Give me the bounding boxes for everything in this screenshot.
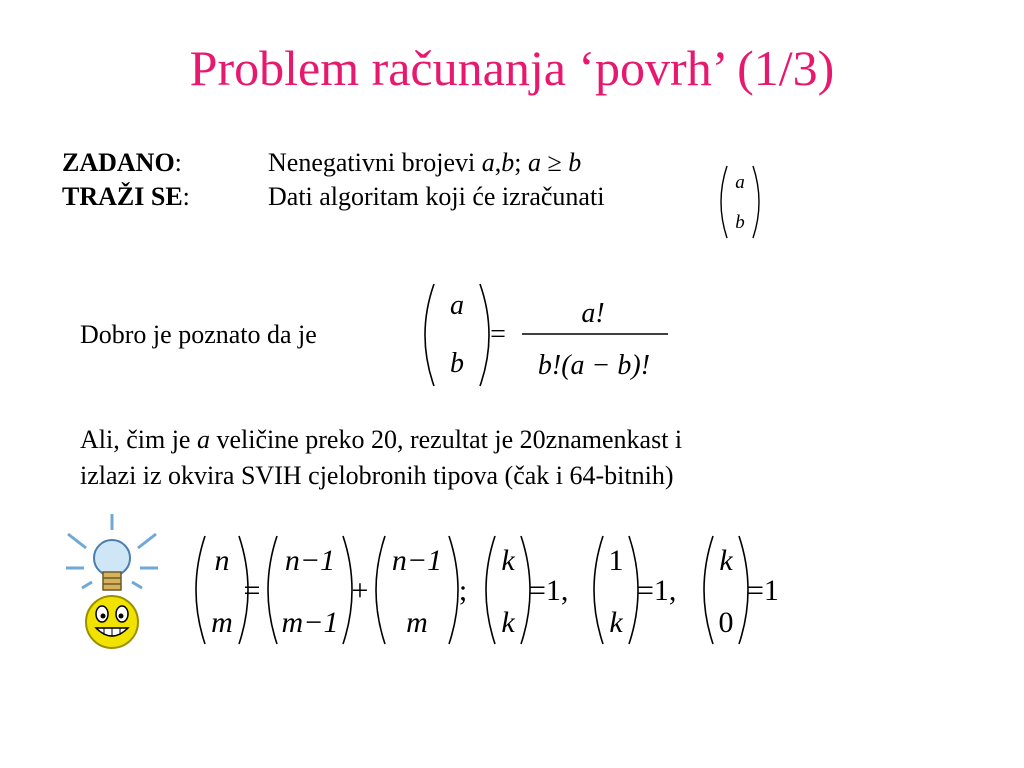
sought-label bbox=[62, 180, 190, 214]
var-a: a bbox=[527, 148, 541, 177]
binom-top: 1 bbox=[608, 544, 624, 577]
equals-sign: = bbox=[243, 574, 261, 607]
semicolon: ; bbox=[514, 148, 528, 177]
binom-bottom: k bbox=[501, 606, 515, 639]
overflow-note bbox=[80, 422, 682, 494]
binom-top: n−1 bbox=[391, 544, 443, 577]
known-text: Dobro je poznato da je bbox=[80, 320, 317, 349]
fraction-numerator: a! bbox=[581, 298, 605, 329]
binom-bottom: k bbox=[609, 606, 623, 639]
binom-bottom: m−1 bbox=[281, 606, 339, 639]
plus-sign: + bbox=[351, 574, 369, 607]
given-colon: : bbox=[174, 148, 182, 177]
binom-bottom: 0 bbox=[718, 606, 734, 639]
var-a: a bbox=[481, 148, 495, 177]
binomial-a-b-small bbox=[715, 162, 765, 242]
binom-bottom: m bbox=[406, 606, 428, 639]
note-text: Ali, čim je bbox=[80, 425, 197, 454]
right-paren bbox=[753, 166, 759, 238]
geq-sign: ≥ bbox=[540, 148, 569, 177]
sought-label-text: TRAŽI SE bbox=[62, 182, 183, 211]
result-text: =1, bbox=[637, 574, 677, 607]
right-paren bbox=[480, 284, 489, 386]
comma: , bbox=[494, 148, 502, 177]
pascal-recurrence bbox=[185, 530, 795, 650]
left-paren bbox=[721, 166, 727, 238]
binom-bottom: b bbox=[450, 348, 464, 379]
binom-n1-m1 bbox=[268, 536, 352, 644]
equals-sign: = bbox=[490, 319, 506, 350]
binom-top: a bbox=[450, 290, 464, 321]
fraction-denominator: b!(a − b)! bbox=[537, 350, 651, 381]
binom-bottom: m bbox=[211, 606, 233, 639]
result-text: =1 bbox=[747, 574, 779, 607]
slide-title: Problem računanja ‘povrh’ (1/3) bbox=[189, 40, 835, 96]
note-text: veličine preko 20, rezultat je 20znamenkast i bbox=[209, 425, 683, 454]
binom-top: n bbox=[214, 544, 230, 577]
given-label-text: ZADANO bbox=[62, 148, 175, 177]
idea-illustration bbox=[62, 512, 162, 652]
binom-1-k bbox=[594, 536, 638, 644]
var-b: b bbox=[501, 148, 515, 177]
binom-k-0 bbox=[704, 536, 748, 644]
note-line-1 bbox=[80, 422, 682, 458]
left-paren bbox=[425, 284, 434, 386]
lightbulb-idea-icon bbox=[66, 514, 158, 590]
binom-top: k bbox=[501, 544, 515, 577]
var-b: b bbox=[568, 148, 582, 177]
smiley-face-icon bbox=[86, 596, 138, 648]
binom-bottom: b bbox=[735, 212, 745, 233]
binomial-formula bbox=[418, 280, 678, 390]
binom-n-m bbox=[196, 536, 248, 644]
semicolon: ; bbox=[458, 574, 468, 607]
given-text: Nenegativni brojevi bbox=[268, 148, 482, 177]
given-value bbox=[268, 146, 581, 180]
binom-n1-m bbox=[376, 536, 458, 644]
binom-top: k bbox=[719, 544, 733, 577]
binom-top: a bbox=[735, 172, 745, 193]
note-line-2: izlazi iz okvira SVIH cjelobronih tipova (čak i 64-bitnih) bbox=[80, 461, 674, 490]
sought-colon: : bbox=[182, 182, 190, 211]
given-label bbox=[62, 146, 182, 180]
sought-value: Dati algoritam koji će izračunati bbox=[268, 182, 605, 211]
binom-top: n−1 bbox=[284, 544, 336, 577]
var-a: a bbox=[196, 425, 210, 454]
result-text: =1, bbox=[529, 574, 569, 607]
binom-k-k bbox=[486, 536, 530, 644]
